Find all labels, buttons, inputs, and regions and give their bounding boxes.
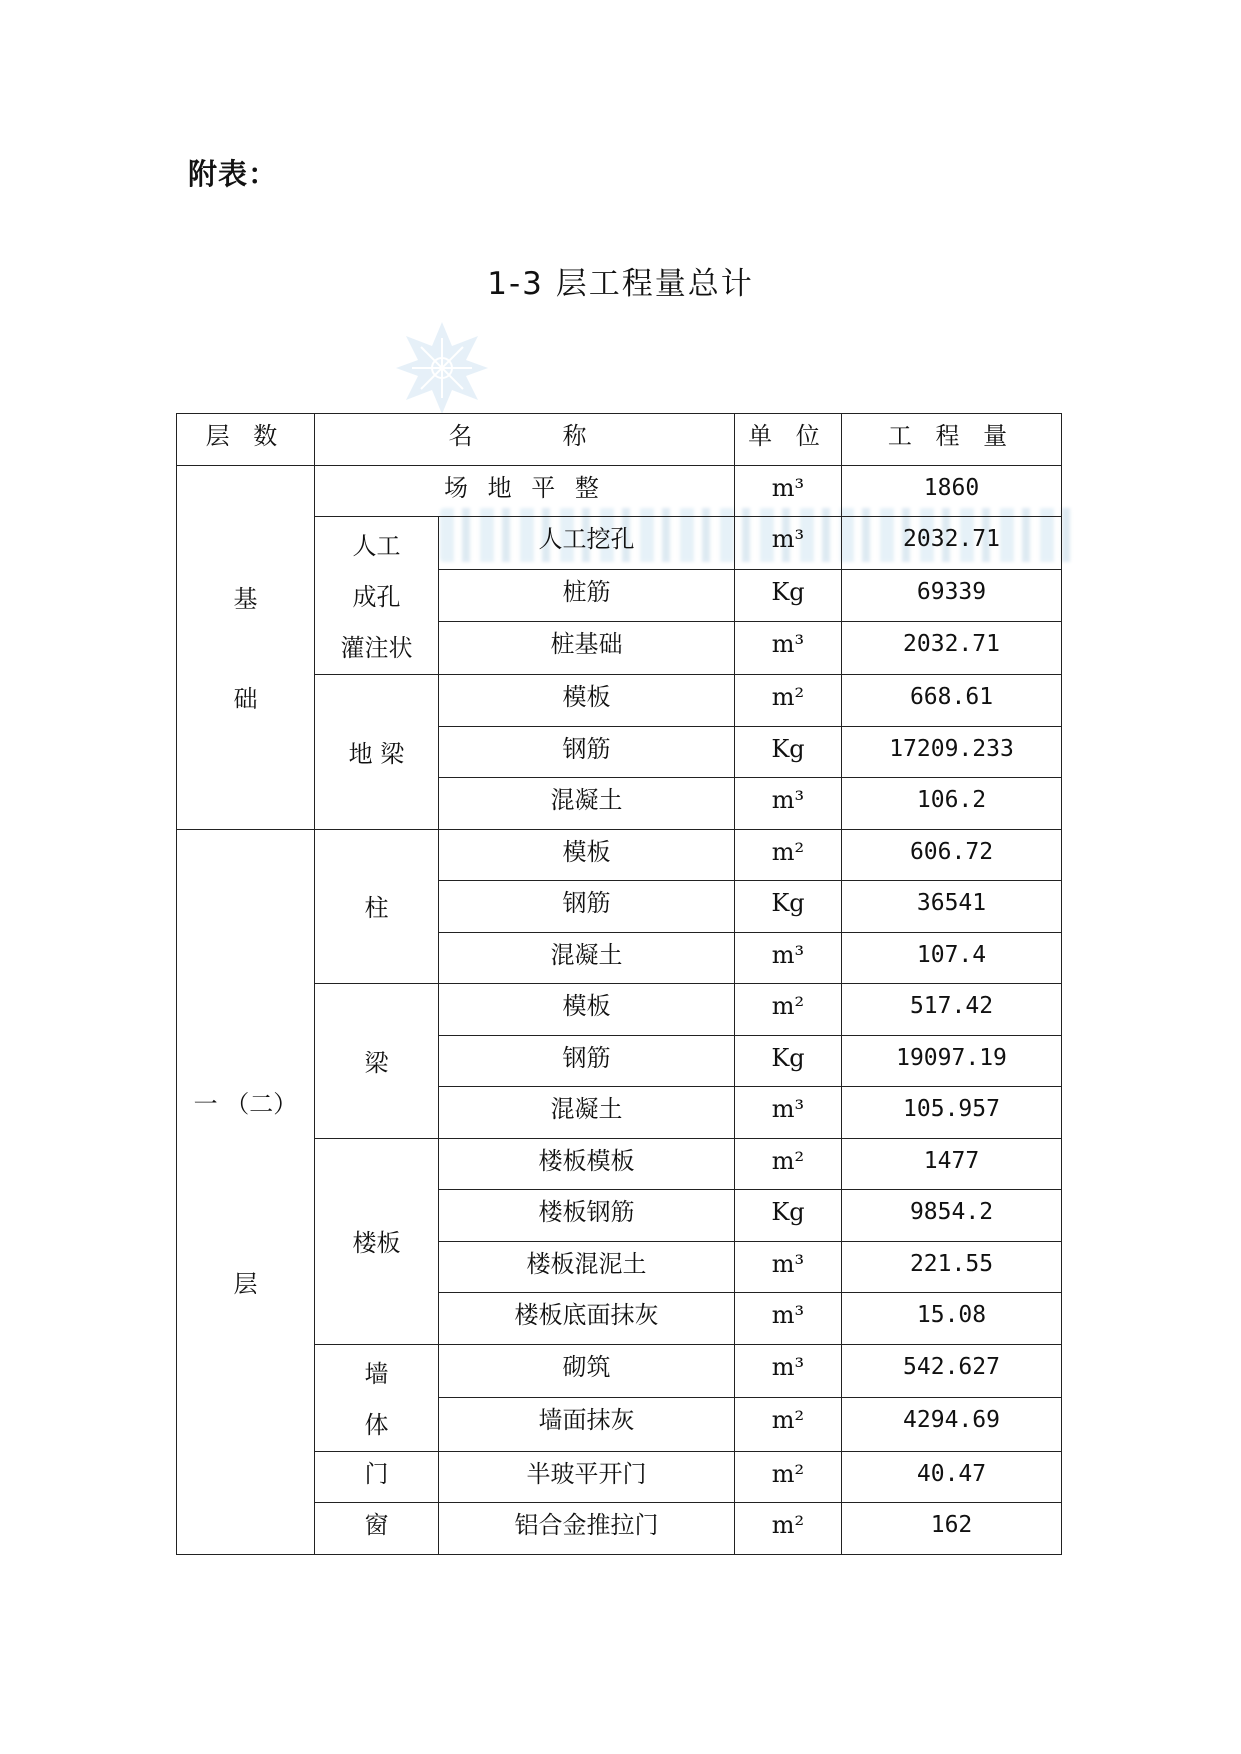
- item-name: 钢筋: [439, 881, 735, 933]
- group-window: 窗: [315, 1503, 439, 1555]
- item-unit: Kg: [735, 1190, 842, 1242]
- item-name: 桩筋: [439, 569, 735, 622]
- item-qty: 542.627: [842, 1344, 1062, 1398]
- item-qty: 221.55: [842, 1241, 1062, 1293]
- item-unit: m³: [735, 1241, 842, 1293]
- table-row: [177, 465, 1062, 517]
- item-name: 模板: [439, 984, 735, 1036]
- item-qty: 105.957: [842, 1087, 1062, 1139]
- item-name: 楼板模板: [439, 1138, 735, 1190]
- item-qty: 36541: [842, 881, 1062, 933]
- item-qty: 19097.19: [842, 1035, 1062, 1087]
- item-unit: m³: [735, 622, 842, 675]
- item-unit: Kg: [735, 1035, 842, 1087]
- header-name: 名 称: [315, 414, 735, 466]
- group-column: 柱: [315, 829, 439, 984]
- item-unit: m²: [735, 1138, 842, 1190]
- item-unit: m³: [735, 517, 842, 570]
- item-qty: 69339: [842, 569, 1062, 622]
- item-qty: 668.61: [842, 675, 1062, 727]
- group-wall: 墙 体: [315, 1344, 439, 1451]
- header-quantity: 工 程 量: [842, 414, 1062, 466]
- group-ground-beam: 地 梁: [315, 675, 439, 830]
- item-qty: 162: [842, 1503, 1062, 1555]
- header-floor: 层 数: [177, 414, 315, 466]
- item-unit: m³: [735, 1087, 842, 1139]
- item-name: 混凝土: [439, 932, 735, 984]
- item-unit: m³: [735, 465, 842, 517]
- item-qty: 1477: [842, 1138, 1062, 1190]
- item-name: 人工挖孔: [439, 517, 735, 570]
- item-qty: 15.08: [842, 1293, 1062, 1345]
- group-pile: 人工 成孔 灌注状: [315, 517, 439, 675]
- item-qty: 17209.233: [842, 726, 1062, 778]
- item-unit: Kg: [735, 726, 842, 778]
- item-qty: 106.2: [842, 778, 1062, 830]
- item-name: 场 地 平 整: [315, 465, 735, 517]
- item-name: 模板: [439, 829, 735, 881]
- item-name: 楼板钢筋: [439, 1190, 735, 1242]
- item-name: 钢筋: [439, 1035, 735, 1087]
- header-unit: 单 位: [735, 414, 842, 466]
- item-name: 混凝土: [439, 778, 735, 830]
- document-title: 1-3 层工程量总计: [487, 266, 754, 302]
- item-unit: m²: [735, 1398, 842, 1452]
- quantity-table: [176, 413, 1062, 1555]
- item-unit: m²: [735, 675, 842, 727]
- item-unit: m³: [735, 932, 842, 984]
- item-qty: 1860: [842, 465, 1062, 517]
- item-unit: m³: [735, 778, 842, 830]
- appendix-heading: 附表：: [188, 157, 279, 191]
- item-unit: m²: [735, 1451, 842, 1503]
- item-qty: 2032.71: [842, 517, 1062, 570]
- item-qty: 107.4: [842, 932, 1062, 984]
- item-name: 墙面抹灰: [439, 1398, 735, 1452]
- snowflake-watermark-icon: [392, 318, 492, 418]
- item-unit: m²: [735, 1503, 842, 1555]
- item-name: 混凝土: [439, 1087, 735, 1139]
- table-row: [177, 829, 1062, 881]
- item-name: 楼板混泥土: [439, 1241, 735, 1293]
- item-unit: Kg: [735, 569, 842, 622]
- group-door: 门: [315, 1451, 439, 1503]
- item-name: 桩基础: [439, 622, 735, 675]
- item-name: 模板: [439, 675, 735, 727]
- item-qty: 4294.69: [842, 1398, 1062, 1452]
- group-beam: 梁: [315, 984, 439, 1139]
- item-qty: 2032.71: [842, 622, 1062, 675]
- item-qty: 606.72: [842, 829, 1062, 881]
- item-name: 铝合金推拉门: [439, 1503, 735, 1555]
- item-qty: 517.42: [842, 984, 1062, 1036]
- item-name: 砌筑: [439, 1344, 735, 1398]
- group-floor-1: 一 （二） 层: [177, 829, 315, 1554]
- table-header-row: [177, 414, 1062, 466]
- item-unit: Kg: [735, 881, 842, 933]
- item-qty: 9854.2: [842, 1190, 1062, 1242]
- item-unit: m³: [735, 1293, 842, 1345]
- item-unit: m³: [735, 1344, 842, 1398]
- item-name: 钢筋: [439, 726, 735, 778]
- item-name: 半玻平开门: [439, 1451, 735, 1503]
- item-qty: 40.47: [842, 1451, 1062, 1503]
- item-unit: m²: [735, 829, 842, 881]
- item-name: 楼板底面抹灰: [439, 1293, 735, 1345]
- group-slab: 楼板: [315, 1138, 439, 1344]
- group-foundation: 基 础: [177, 465, 315, 829]
- item-unit: m²: [735, 984, 842, 1036]
